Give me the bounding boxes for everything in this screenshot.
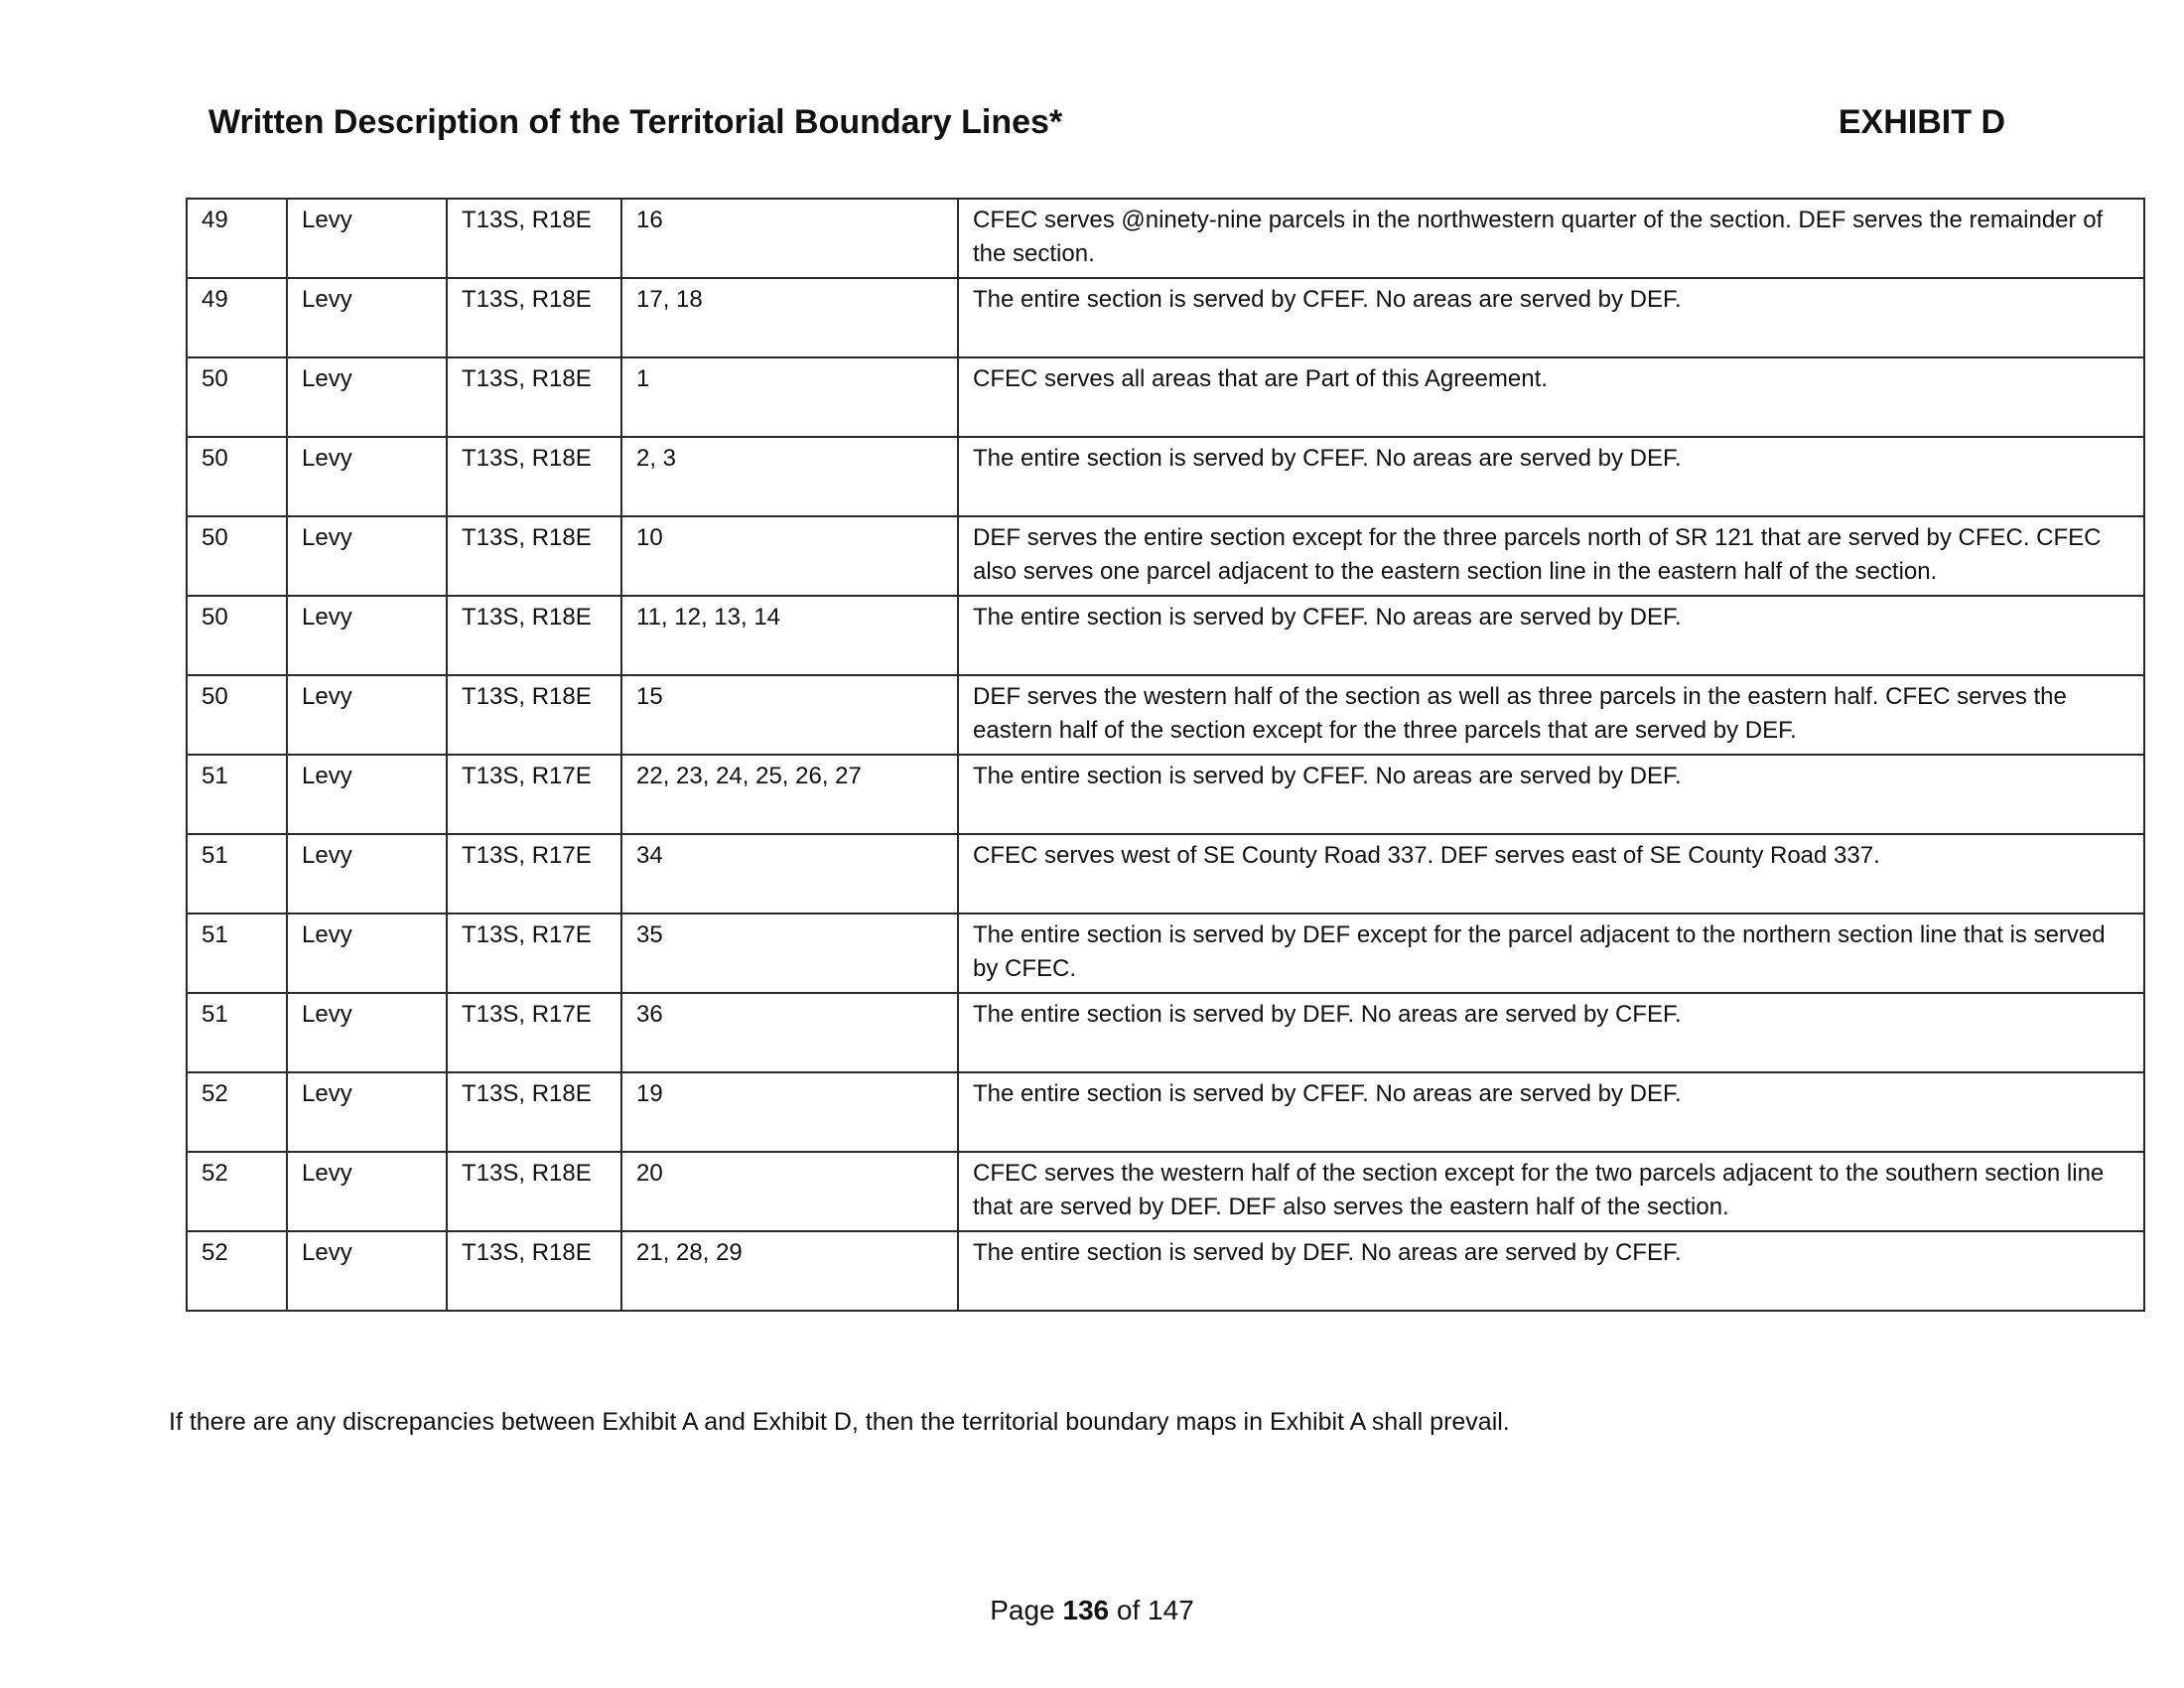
county-cell: Levy — [287, 278, 447, 357]
table-row — [187, 278, 2144, 357]
table-row — [187, 199, 2144, 278]
sections-cell: 1 — [621, 357, 958, 437]
township-range-cell: T13S, R17E — [447, 993, 621, 1072]
sections-cell: 20 — [621, 1152, 958, 1231]
page-total: 147 — [1148, 1595, 1194, 1625]
map-number-cell: 52 — [187, 1231, 287, 1311]
description-cell: The entire section is served by DEF except for the parcel adjacent to the northern section line that is served by CFEC. — [958, 914, 2144, 993]
county-cell: Levy — [287, 516, 447, 596]
map-number-cell: 50 — [187, 437, 287, 516]
boundary-table — [186, 198, 2145, 1312]
map-number-cell: 51 — [187, 834, 287, 914]
description-cell: CFEC serves the western half of the section except for the two parcels adjacent to the southern section line that are served by DEF. DEF also serves the eastern half of the section. — [958, 1152, 2144, 1231]
table-row — [187, 993, 2144, 1072]
page-title: Written Description of the Territorial Boundary Lines* — [208, 103, 1063, 141]
sections-cell: 35 — [621, 914, 958, 993]
township-range-cell: T13S, R18E — [447, 199, 621, 278]
table-row — [187, 755, 2144, 834]
description-cell: The entire section is served by CFEF. No areas are served by DEF. — [958, 596, 2144, 675]
page-word: Page — [990, 1595, 1055, 1625]
county-cell: Levy — [287, 596, 447, 675]
map-number-cell: 49 — [187, 199, 287, 278]
county-cell: Levy — [287, 675, 447, 755]
sections-cell: 2, 3 — [621, 437, 958, 516]
description-cell: DEF serves the entire section except for the three parcels north of SR 121 that are served by CFEC. CFEC also serves one parcel adjacent to the eastern section line in the eastern half of the section. — [958, 516, 2144, 596]
table-row — [187, 834, 2144, 914]
footnote: If there are any discrepancies between Exhibit A and Exhibit D, then the territorial boundary maps in Exhibit A shall prevail. — [169, 1408, 1510, 1436]
description-cell: The entire section is served by CFEF. No areas are served by DEF. — [958, 437, 2144, 516]
county-cell: Levy — [287, 993, 447, 1072]
table-row — [187, 516, 2144, 596]
county-cell: Levy — [287, 1152, 447, 1231]
sections-cell: 16 — [621, 199, 958, 278]
map-number-cell: 51 — [187, 755, 287, 834]
township-range-cell: T13S, R18E — [447, 675, 621, 755]
sections-cell: 34 — [621, 834, 958, 914]
map-number-cell: 50 — [187, 675, 287, 755]
description-cell: The entire section is served by CFEF. No areas are served by DEF. — [958, 278, 2144, 357]
map-number-cell: 52 — [187, 1152, 287, 1231]
sections-cell: 17, 18 — [621, 278, 958, 357]
county-cell: Levy — [287, 357, 447, 437]
sections-cell: 22, 23, 24, 25, 26, 27 — [621, 755, 958, 834]
township-range-cell: T13S, R17E — [447, 755, 621, 834]
description-cell: CFEC serves @ninety-nine parcels in the northwestern quarter of the section. DEF serves the remainder of the section. — [958, 199, 2144, 278]
map-number-cell: 50 — [187, 516, 287, 596]
county-cell: Levy — [287, 834, 447, 914]
table-row — [187, 1152, 2144, 1231]
county-cell: Levy — [287, 1072, 447, 1152]
sections-cell: 19 — [621, 1072, 958, 1152]
county-cell: Levy — [287, 755, 447, 834]
county-cell: Levy — [287, 437, 447, 516]
sections-cell: 36 — [621, 993, 958, 1072]
description-cell: The entire section is served by DEF. No areas are served by CFEF. — [958, 1231, 2144, 1311]
township-range-cell: T13S, R18E — [447, 596, 621, 675]
township-range-cell: T13S, R18E — [447, 516, 621, 596]
description-cell: The entire section is served by CFEF. No areas are served by DEF. — [958, 755, 2144, 834]
table-body — [187, 199, 2144, 1311]
map-number-cell: 51 — [187, 914, 287, 993]
description-cell: DEF serves the western half of the section as well as three parcels in the eastern half. CFEC serves the eastern half of the section except for the three parcels that are served by DEF. — [958, 675, 2144, 755]
map-number-cell: 51 — [187, 993, 287, 1072]
sections-cell: 21, 28, 29 — [621, 1231, 958, 1311]
township-range-cell: T13S, R18E — [447, 1152, 621, 1231]
table-row — [187, 357, 2144, 437]
table-row — [187, 1231, 2144, 1311]
sections-cell: 10 — [621, 516, 958, 596]
sections-cell: 11, 12, 13, 14 — [621, 596, 958, 675]
map-number-cell: 50 — [187, 357, 287, 437]
table-row — [187, 596, 2144, 675]
page-footer — [0, 1595, 2184, 1626]
description-cell: CFEC serves west of SE County Road 337. DEF serves east of SE County Road 337. — [958, 834, 2144, 914]
township-range-cell: T13S, R18E — [447, 1072, 621, 1152]
description-cell: CFEC serves all areas that are Part of this Agreement. — [958, 357, 2144, 437]
exhibit-label: EXHIBIT D — [1838, 103, 2005, 141]
table-row — [187, 914, 2144, 993]
township-range-cell: T13S, R18E — [447, 357, 621, 437]
of-word: of — [1116, 1595, 1141, 1625]
map-number-cell: 52 — [187, 1072, 287, 1152]
description-cell: The entire section is served by CFEF. No areas are served by DEF. — [958, 1072, 2144, 1152]
page-header — [208, 103, 2005, 153]
township-range-cell: T13S, R18E — [447, 1231, 621, 1311]
sections-cell: 15 — [621, 675, 958, 755]
table-row — [187, 1072, 2144, 1152]
page-number: 136 — [1062, 1595, 1110, 1625]
county-cell: Levy — [287, 1231, 447, 1311]
table-row — [187, 437, 2144, 516]
township-range-cell: T13S, R18E — [447, 278, 621, 357]
county-cell: Levy — [287, 914, 447, 993]
township-range-cell: T13S, R17E — [447, 834, 621, 914]
township-range-cell: T13S, R17E — [447, 914, 621, 993]
county-cell: Levy — [287, 199, 447, 278]
description-cell: The entire section is served by DEF. No areas are served by CFEF. — [958, 993, 2144, 1072]
map-number-cell: 49 — [187, 278, 287, 357]
table-row — [187, 675, 2144, 755]
map-number-cell: 50 — [187, 596, 287, 675]
township-range-cell: T13S, R18E — [447, 437, 621, 516]
